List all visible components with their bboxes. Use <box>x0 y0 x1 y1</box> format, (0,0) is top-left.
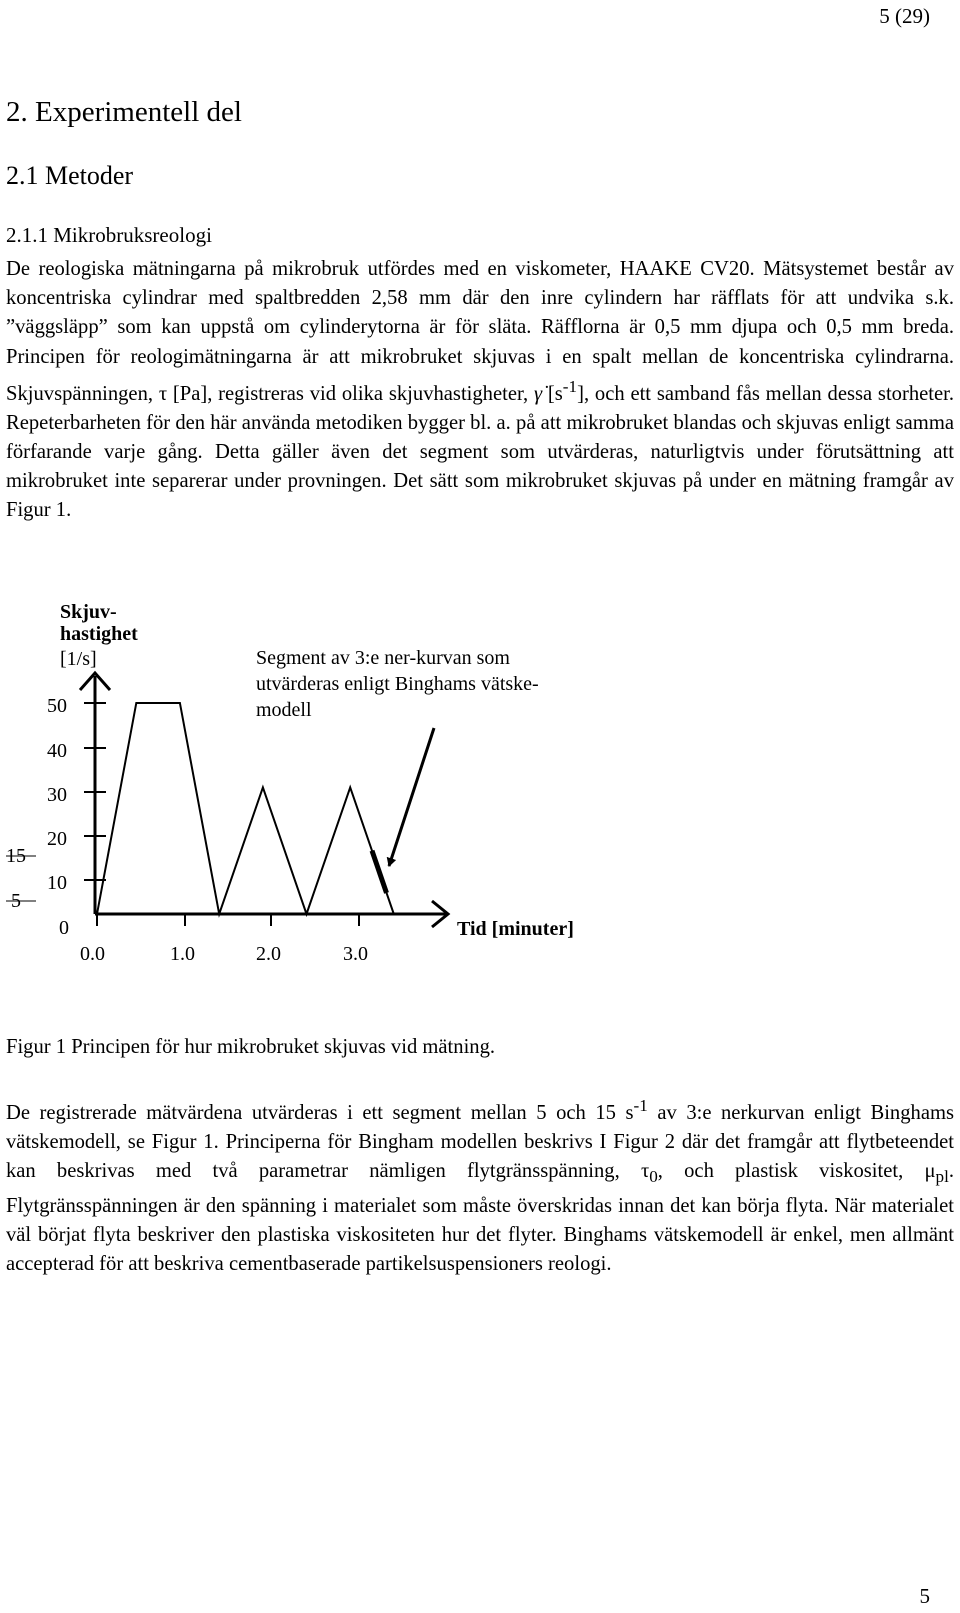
annotation-line: modell <box>256 699 312 721</box>
x-tick-label: 3.0 <box>343 943 368 965</box>
paragraph-text: . Flytgränsspänningen är den spänning i materialet som måste överskridas innan det kan börja flyta. När materialet väl börjat flyta beskriver den plastiska viskositeten hur det flyter. Binghams vätskemodell är enkel, men allmänt accepterad för att beskriva cementbaserade partikelsuspensioners reologi. <box>6 1160 954 1275</box>
unit-exponent: -1 <box>562 376 578 396</box>
tau-symbol: τ <box>640 1160 650 1183</box>
paragraph-text: De registrerade mätvärdena utvärderas i ett segment mellan 5 och 15 s <box>6 1101 634 1124</box>
y-tick-label: 50 <box>47 695 67 717</box>
tau-subscript: 0 <box>649 1167 658 1187</box>
y-axis-label-line: [1/s] <box>60 648 97 670</box>
subsection-heading: 2.1 Metoder <box>6 161 134 190</box>
paragraph-text: ], och ett samband fås mellan dessa storheter. Repeterbarheten för den här använda metodiken bygger bl. a. på att mikrobruket blandas och skjuvas enligt samma förfarande varje gång. Detta gäller även det segment som utvärderas, naturligtvis under förutsättning att mikrobruket inte separerar under provningen. Det sätt som mikrobruket skjuvas på under en mätning framgår av Figur 1. <box>6 382 954 522</box>
x-tick-label: 0.0 <box>80 943 105 965</box>
paragraph-evaluation <box>6 1091 954 1279</box>
y-tick-label: 10 <box>47 872 67 894</box>
paragraph-text: [Pa], registreras vid olika skjuvhastigheter, <box>167 382 534 405</box>
x-tick-label: 2.0 <box>256 943 281 965</box>
paragraph-text: De reologiska mätningarna på mikrobruk utfördes med en viskometer, HAAKE CV20. Mätsystemet består av koncentriska cylindrar med spaltbredden 2,58 mm där den inre cylindern har räfflats för att undvika s.k. ”väggsläpp” som kan uppstå om cylinderytorna är för släta. Räfflorna är 0,5 mm djupa och 0,5 mm breda. Principen för reologimätningarna är att mikrobruket skjuvas i en spalt mellan de koncentriska cylindrarna. Skjuvspänningen, <box>6 258 954 405</box>
mu-subscript: pl <box>935 1167 949 1187</box>
segment-range-label: 15 <box>6 845 26 867</box>
unit-exponent: -1 <box>633 1096 648 1115</box>
paragraph-text: av 3:e nerkurvan enligt Binghams vätskemodell, se Figur 1. Principerna för Bingham modellen beskrivs I Figur 2 där det framgår att flytbeteendet kan beskrivas med två parametrar nämligen flytgränsspänning, <box>6 1101 954 1183</box>
page-number: 5 <box>919 1584 930 1608</box>
y-tick-label: 30 <box>47 784 67 806</box>
page-header: 5 (29) <box>879 4 930 28</box>
subsubsection-heading: 2.1.1 Mikrobruksreologi <box>6 223 212 247</box>
annotation-line: utvärderas enligt Binghams vätske- <box>256 673 539 695</box>
paragraph-methods <box>6 255 954 526</box>
x-axis-label: Tid [minuter] <box>457 918 574 940</box>
figure-caption: Figur 1 Principen för hur mikrobruket skjuvas vid mätning. <box>6 1036 496 1058</box>
y-tick-label: 0 <box>59 917 69 939</box>
x-tick-label: 1.0 <box>170 943 195 965</box>
x-ticks <box>97 914 359 926</box>
shear-rate-curve <box>97 703 394 914</box>
y-axis-label-line: hastighet <box>60 623 138 645</box>
paragraph-text: , och plastisk viskositet, <box>657 1160 925 1183</box>
y-tick-label: 40 <box>47 740 67 762</box>
y-axis-label-line: Skjuv- <box>60 601 117 623</box>
mu-symbol: μ <box>924 1160 936 1183</box>
annotation-arrow <box>389 728 434 866</box>
y-tick-label: 20 <box>47 828 67 850</box>
evaluated-segment <box>372 851 387 893</box>
figure-1 <box>0 600 960 1010</box>
paragraph-text: [s <box>542 382 563 405</box>
annotation-line: Segment av 3:e ner-kurvan som <box>256 647 510 669</box>
section-heading: 2. Experimentell del <box>6 96 242 128</box>
tau-symbol: τ <box>158 382 168 405</box>
gamma-dot-symbol: γ̇ <box>533 382 543 405</box>
segment-range-label: 5 <box>11 890 21 912</box>
